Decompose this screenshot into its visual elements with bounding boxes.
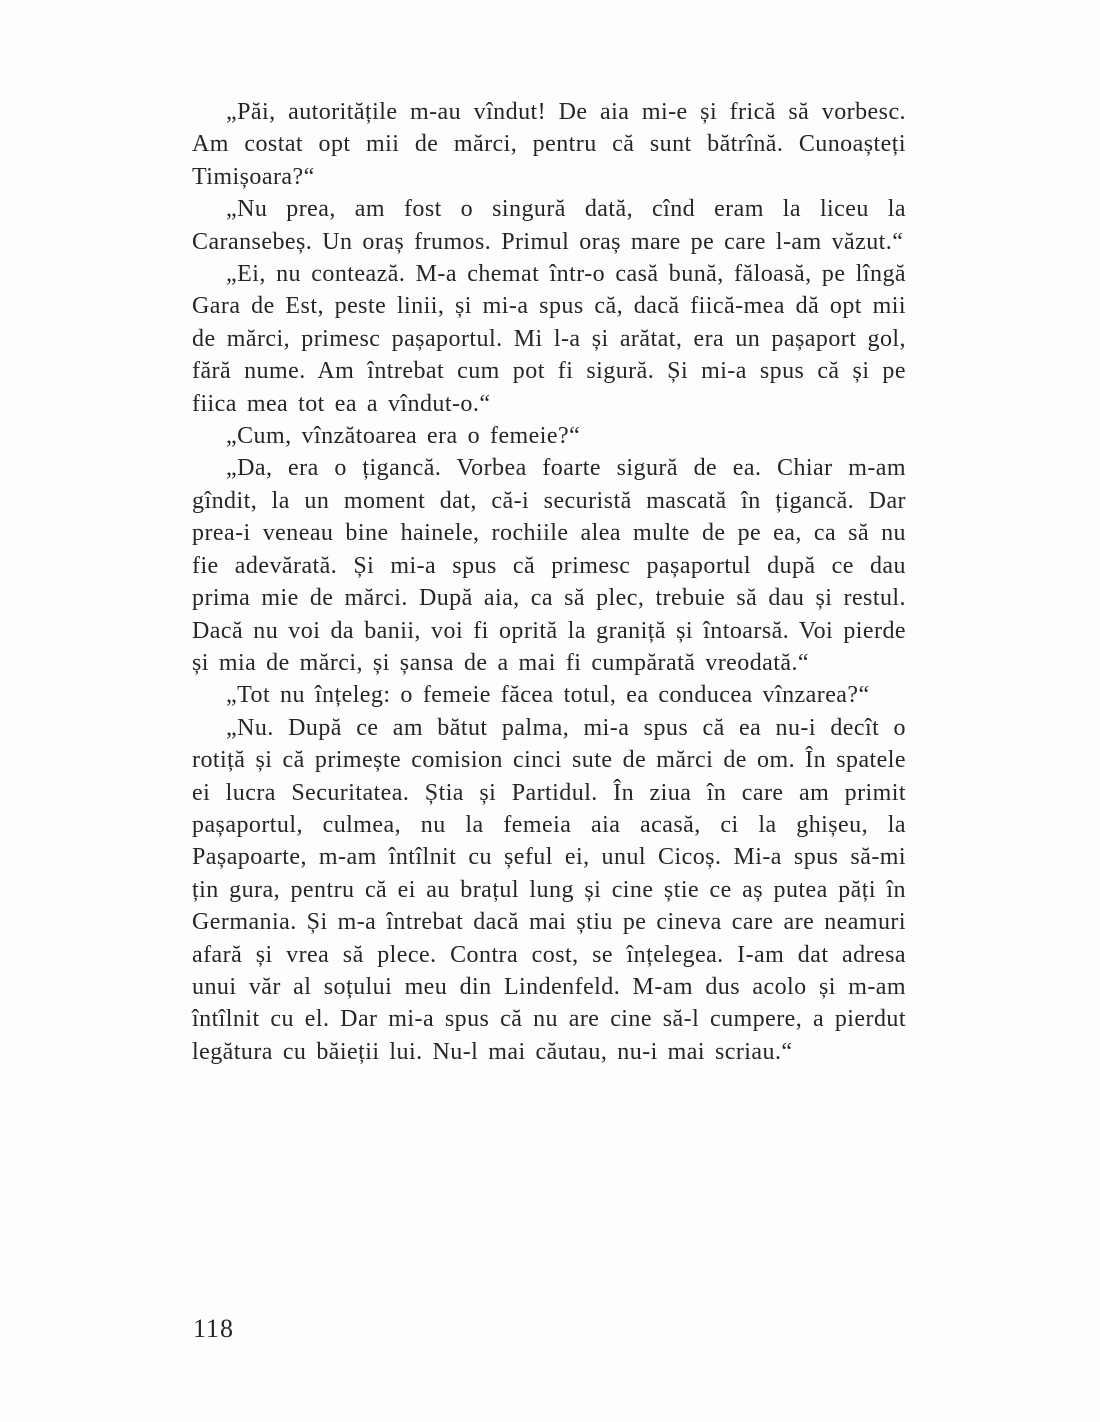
page-text [192,96,906,1068]
paragraph: „Nu. După ce am bătut palma, mi-a spus că ea nu-i decît o rotiță și că primește comision cinci sute de mărci de om. În spatele ei lucra Securitatea. Știa și Partidul. În ziua în care am primit pașaportul, culmea, nu la femeia aia acasă, ci la ghișeu, la Pașapoarte, m-am întîlnit cu șeful ei, unul Cicoș. Mi-a spus să-mi țin gura, pentru că ei au brațul lung și cine știe ce aș putea păți în Germania. Și m-a întrebat dacă mai știu pe cineva care are neamuri afară și vrea să plece. Contra cost, se înțelegea. I-am dat adresa unui văr al soțului meu din Lindenfeld. M-am dus acolo și m-am întîlnit cu el. Dar mi-a spus că nu are cine să-l cumpere, a pierdut legătura cu băieții lui. Nu-l mai căutau, nu-i mai scriau.“ [192,714,906,1065]
paragraph: „Tot nu înțeleg: o femeie făcea totul, ea conducea vînzarea?“ [226,682,870,709]
paragraph: „Da, era o țigancă. Vorbea foarte sigură de ea. Chiar m-am gîndit, la un moment dat, că-i securistă mascată în țigancă. Dar prea-i veneau bine hainele, rochiile alea multe de pe ea, ca să nu fie adevărată. Și mi-a spus că primesc pașaportul după ce dau prima mie de mărci. După aia, ca să plec, trebuie să dau și restul. Dacă nu voi da banii, voi fi oprită la graniță și întoarsă. Voi pierde și mia de mărci, și șansa de a mai fi cumpărată vreodată.“ [192,455,906,676]
paragraph: „Nu prea, am fost o singură dată, cînd eram la liceu la Caransebeș. Un oraș frumos. Primul oraș mare pe care l-am văzut.“ [192,196,906,255]
page-number: 118 [193,1314,235,1343]
paragraph: „Cum, vînzătoarea era o femeie?“ [226,423,581,450]
paragraph: „Ei, nu contează. M-a chemat într-o casă bună, făloasă, pe lîngă Gara de Est, peste linii, și mi-a spus că, dacă fiică-mea dă opt mii de mărci, primesc pașaportul. Mi l-a și arătat, era un pașaport gol, fără nume. Am întrebat cum pot fi sigură. Și mi-a spus că și pe fiica mea tot ea a vîndut-o.“ [192,261,906,417]
paragraph: „Păi, autoritățile m-au vîndut! De aia mi-e și frică să vorbesc. Am costat opt mii de mărci, pentru că sunt bătrînă. Cunoașteți Timișoara?“ [192,99,906,190]
